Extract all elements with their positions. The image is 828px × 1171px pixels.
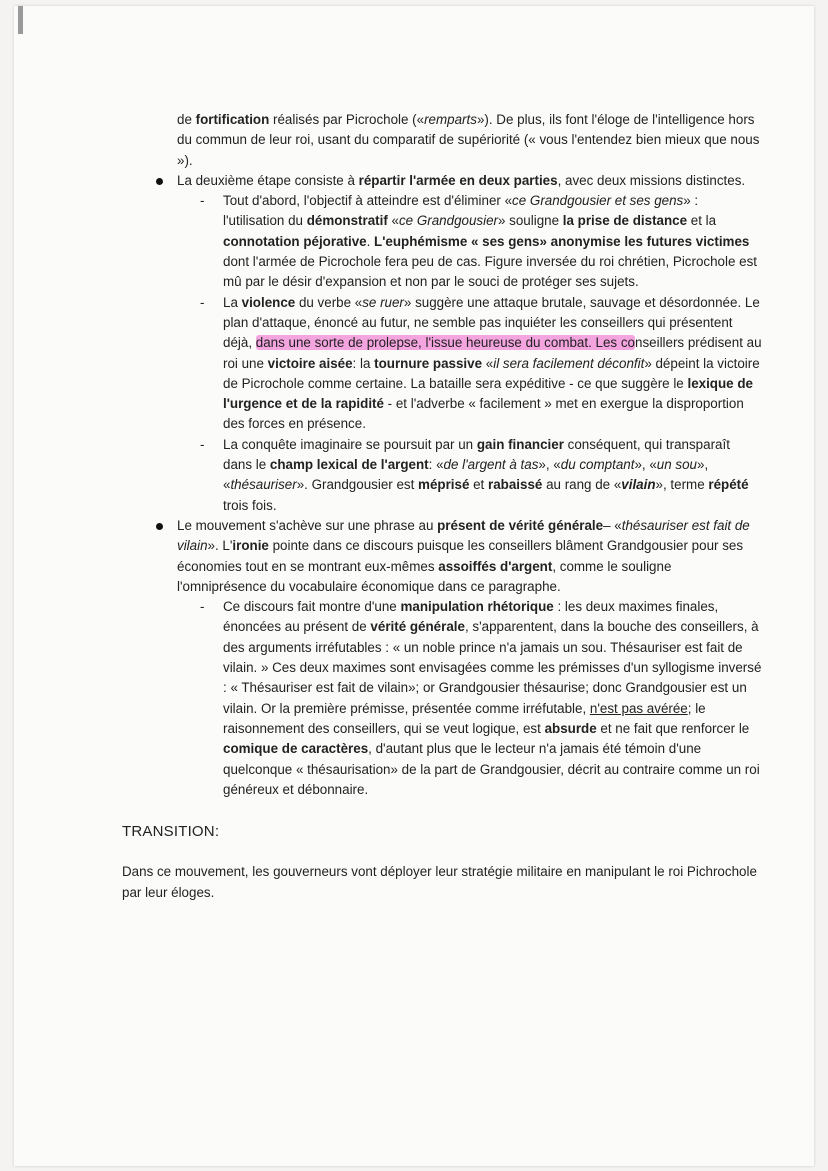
bold-text: champ lexical de l'argent (269, 457, 429, 473)
text: », « (223, 457, 709, 493)
italic-text: se ruer (362, 294, 404, 310)
italic-text: thésauriser est fait de vilain (177, 517, 750, 554)
underlined-text: n'est pas avérée (589, 700, 688, 716)
text: La (223, 294, 242, 310)
text: , d'autant plus que le lecteur n'a jamais été témoin d'une quelconque « thésaurisation» de la part de Grandgousier, décrit au contraire comme un roi généreux et débonnaire. (223, 741, 760, 797)
text: ». Grandgousier est (296, 477, 419, 493)
text: Tout d'abord, l'objectif à atteindre est d'éliminer « (223, 193, 513, 209)
text: conséquent, qui transparaît dans le (223, 436, 730, 473)
bold-text: rabaissé (488, 477, 543, 493)
text: » suggère une attaque brutale, sauvage et désordonnée. Le plan d'attaque, énoncé au futur, ne semble pas inquiéter les conseillers qui présentent déjà, (223, 294, 760, 351)
dash-item-rhetoric (200, 597, 762, 800)
text: : les deux maximes finales, énoncées au présent de (223, 599, 719, 635)
bold-text: absurde (544, 720, 597, 736)
text: Ce discours fait montre d'une (223, 599, 401, 615)
text: . (366, 233, 375, 249)
text: trois fois. (223, 497, 277, 513)
text: », « (538, 457, 561, 473)
dash-item-violence (200, 293, 762, 435)
text: » : l'utilisation du (223, 193, 699, 229)
bold-text: répété (708, 477, 749, 493)
text: », terme (655, 477, 709, 493)
text: et ne fait que renforcer le (596, 720, 750, 736)
text: La conquête imaginaire se poursuit par un (223, 436, 477, 452)
bullet-item-army (177, 171, 762, 191)
bold-text: ironie (232, 538, 269, 554)
bullet-item-movement-end (177, 516, 762, 597)
text: , s'apparentent, dans la bouche des conseillers, à des arguments irréfutables : « un noble prince n'a jamais un sou. Thésauriser est fait de vilain. » Ces deux maximes sont envisagées comme les prémisses d'un syllogisme inversé : « Thésauriser est fait de vilain»; or Grandgousier thésaurise; donc Grandgousier est un vilain. Or la première prémisse, présentée comme irréfutable, (223, 619, 762, 716)
bold-text: violence (241, 294, 296, 310)
bold-text: lexique de l'urgence et de la rapidité (223, 375, 753, 412)
bold-text: connotation péjorative (223, 233, 367, 249)
text: au rang de « (542, 477, 622, 493)
bold-text: assoiffés d'argent (438, 558, 553, 574)
text: » dépeint la victoire de Picrochole comme certaine. La bataille sera expéditive - ce que suggère le (223, 355, 760, 391)
text: , comme le souligne l'omniprésence du vocabulaire économique dans ce paragraphe. (177, 558, 672, 594)
text: « (482, 355, 494, 371)
italic-text: du comptant (560, 457, 635, 473)
bold-text: la prise de distance (562, 213, 688, 229)
bold-text: comique de caractères (223, 741, 369, 757)
scan-edge-mark (18, 6, 23, 34)
bold-text: vérité générale (370, 619, 465, 635)
highlighted-text: dans une sorte de prolepse, l'issue heureuse du combat. Les co (255, 335, 635, 351)
dash-icon: - (200, 193, 205, 209)
bold-text: gain financier (476, 436, 564, 452)
text: : « (428, 457, 444, 473)
bold-text: L'euphémisme « ses gens» anonymise les futures victimes (374, 233, 750, 249)
text: , avec deux missions distinctes. (557, 172, 746, 188)
text: pointe dans ce discours puisque les conseillers blâment Grandgousier pour ses économies tout en se montrant eux-mêmes (177, 538, 744, 574)
bullet-icon (156, 523, 163, 530)
text: et la (687, 213, 717, 229)
text: réalisés par Picrochole (« (269, 112, 425, 127)
dash-item-conquest (200, 435, 762, 516)
text: », « (634, 457, 657, 473)
document-body (122, 110, 762, 903)
text: et (469, 477, 488, 493)
text: dont l'armée de Picrochole fera peu de cas. Figure inversée du roi chrétien, Picrochole est mû par le désir d'expansion et non par le souci de protéger ses sujets. (223, 254, 758, 290)
bold-text: répartir l'armée en deux parties (358, 172, 558, 188)
text: - et l'adverbe « facilement » met en exergue la disproportion des forces en présence. (223, 396, 744, 432)
italic-text: de l'argent à tas (443, 457, 539, 473)
text: ; le raisonnement des conseillers, qui se veut logique, est (223, 700, 706, 736)
bold-text: démonstratif (306, 213, 388, 229)
bold-text: fortification (195, 112, 270, 127)
text: nseillers prédisent au roi une (223, 335, 762, 371)
bullet-icon (156, 178, 163, 185)
italic-text: remparts (424, 112, 477, 127)
text: Le mouvement s'achève sur une phrase au (177, 517, 438, 533)
italic-text: thésauriser (230, 477, 297, 493)
text: – « (603, 517, 622, 533)
text: du verbe « (295, 294, 363, 310)
italic-text: un sou (656, 457, 698, 473)
text: de (177, 112, 196, 127)
dash-icon: - (200, 599, 205, 615)
text: »). De plus, ils font l'éloge de l'intelligence hors du commun de leur roi, usant du comparatif de supériorité (« vous l'entendez bien mieux que nous »). (177, 112, 760, 168)
bold-text: tournure passive (374, 355, 483, 371)
intro-paragraph (177, 110, 762, 171)
dash-icon: - (200, 294, 205, 310)
italic-text: ce Grandgousier et ses gens (512, 193, 684, 209)
text: : la (352, 355, 375, 371)
transition-heading: TRANSITION: (122, 823, 220, 841)
bold-text: méprisé (418, 477, 470, 493)
bold-text: manipulation rhétorique (400, 599, 554, 615)
bold-text: présent de vérité générale (437, 517, 604, 533)
text: » souligne (497, 213, 563, 229)
dash-icon: - (200, 436, 205, 452)
transition-paragraph: Dans ce mouvement, les gouverneurs vont déployer leur stratégie militaire en manipulant le roi Pichrochole par leur éloges. (122, 864, 757, 900)
italic-text: ce Grandgousier (398, 213, 498, 229)
bold-text: victoire aisée (267, 355, 353, 371)
text: « (387, 213, 399, 229)
dash-item-objective (200, 191, 762, 292)
text: ». L' (207, 538, 233, 554)
document-page (14, 6, 814, 1166)
italic-text: il sera facilement déconfit (493, 355, 645, 371)
text: La deuxième étape consiste à (177, 172, 359, 188)
bold-italic-text: vilain (621, 477, 656, 493)
